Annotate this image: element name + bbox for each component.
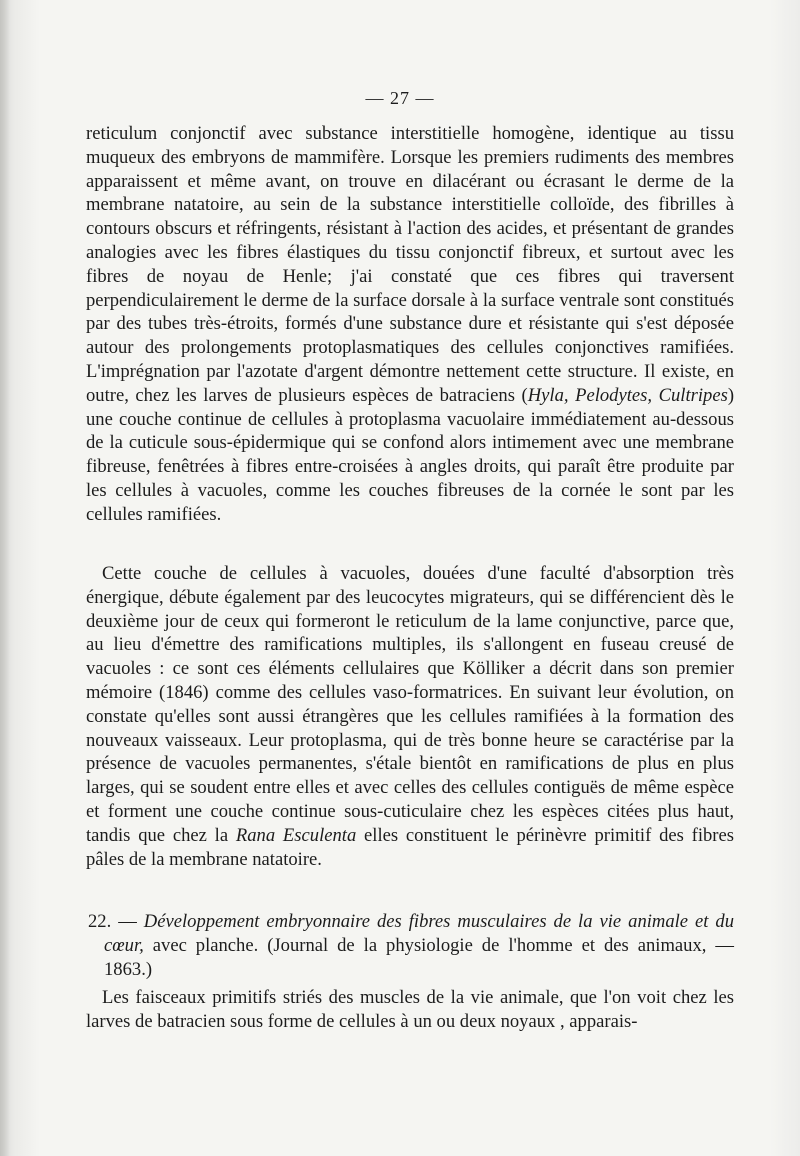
paragraph-striated-muscle [86,986,734,1034]
paragraph-text: Cette couche de cellules à vacuoles, douées d'une faculté d'absorption très énergique, débute également par des leucocytes migrateurs, qui se différencient dès le deuxième jour de ceux qui formeront le reticulum de la lame conjunctive, parce que, au lieu d'émettre des ramifications multiples, ils s'allongent en fuseau creusé de vacuoles : ce sont ces éléments cellulaires que Kölliker a décrit dans son premier mémoire (1846) comme des cellules vaso-formatrices. En suivant leur évolution, on constate qu'elles sont aussi étrangères que les cellules ramifiées à la formation des nouveaux vaisseaux. Leur protoplasma, qui de très bonne heure se caractérise par la présence de vacuoles permanentes, s'étale bientôt en ramifications de plus en plus larges, qui se soudent entre elles et avec celles des cellules contiguës de même espèce et forment une couche continue sous-cuticulaire chez les espèces citées plus haut, tandis que chez la [86,563,734,846]
paragraph-reticulum [86,122,734,527]
paragraph-text: Les faisceaux primitifs striés des muscles de la vie animale, que l'on voit chez les larves de batracien sous forme de cellules à un ou deux noyaux , apparais- [86,987,734,1032]
species-names: Hyla, Pelodytes, Cultripes [527,384,728,406]
paragraph-text: elles constituent le périnèvre primitif des fibres pâles de la membrane natatoire. [86,824,734,870]
species-name: Rana Esculenta [235,824,357,846]
paragraph-text: reticulum conjonctif avec substance interstitielle homogène, identique au tissu muqueux des embryons de mammifère. Lorsque les premiers rudiments des membres apparaissent et même avant, on trouve en dilacérant ou écrasant le derme de la membrane natatoire, au sein de la substance interstitielle colloïde, des fibrilles à contours obscurs et réfringents, résistant à l'action des acides, et présentant de grandes analogies avec les fibres élastiques du tissu conjonctif fibreux, et surtout avec les fibres de noyau de Henle; j'ai constaté que ces fibres qui traversent perpendiculairement le derme de la surface dorsale à la surface ventrale sont constitués par des tubes très-étroits, formés d'une substance dure et résistante qui s'est déposée autour des prolongements protoplasmatiques des cellules conjonctives ramifiées. L'imprégnation par l'azotate d'argent démontre nettement cette structure. Il existe, en outre, chez les larves de plusieurs espèces de batraciens ( [86,123,734,406]
entry-reference: avec planche. (Journal de la physiologie de l'homme et des animaux, — 1863.) [104,934,734,980]
entry-number: 22. — [88,911,137,932]
paragraph-text: ) une couche continue de cellules à protoplasma vacuolaire immédiatement au-dessous de la cuticule sous-épidermique qui se confond alors intimement avec une membrane fibreuse, fenêtrées à fibres entre-croisées à angles droits, qui paraît être produite par les cellules à vacuoles, comme les couches fibreuses de la cornée le sont par les cellules ramifiées. [86,384,735,525]
binding-shadow [0,0,10,1156]
entry-title: Développement embryonnaire des fibres musculaires de la vie animale et du cœur, [104,911,735,956]
paragraph-vacuole-cells [86,562,734,871]
bibliography-entry-22 [86,910,734,981]
page-number: — 27 — [365,88,435,108]
